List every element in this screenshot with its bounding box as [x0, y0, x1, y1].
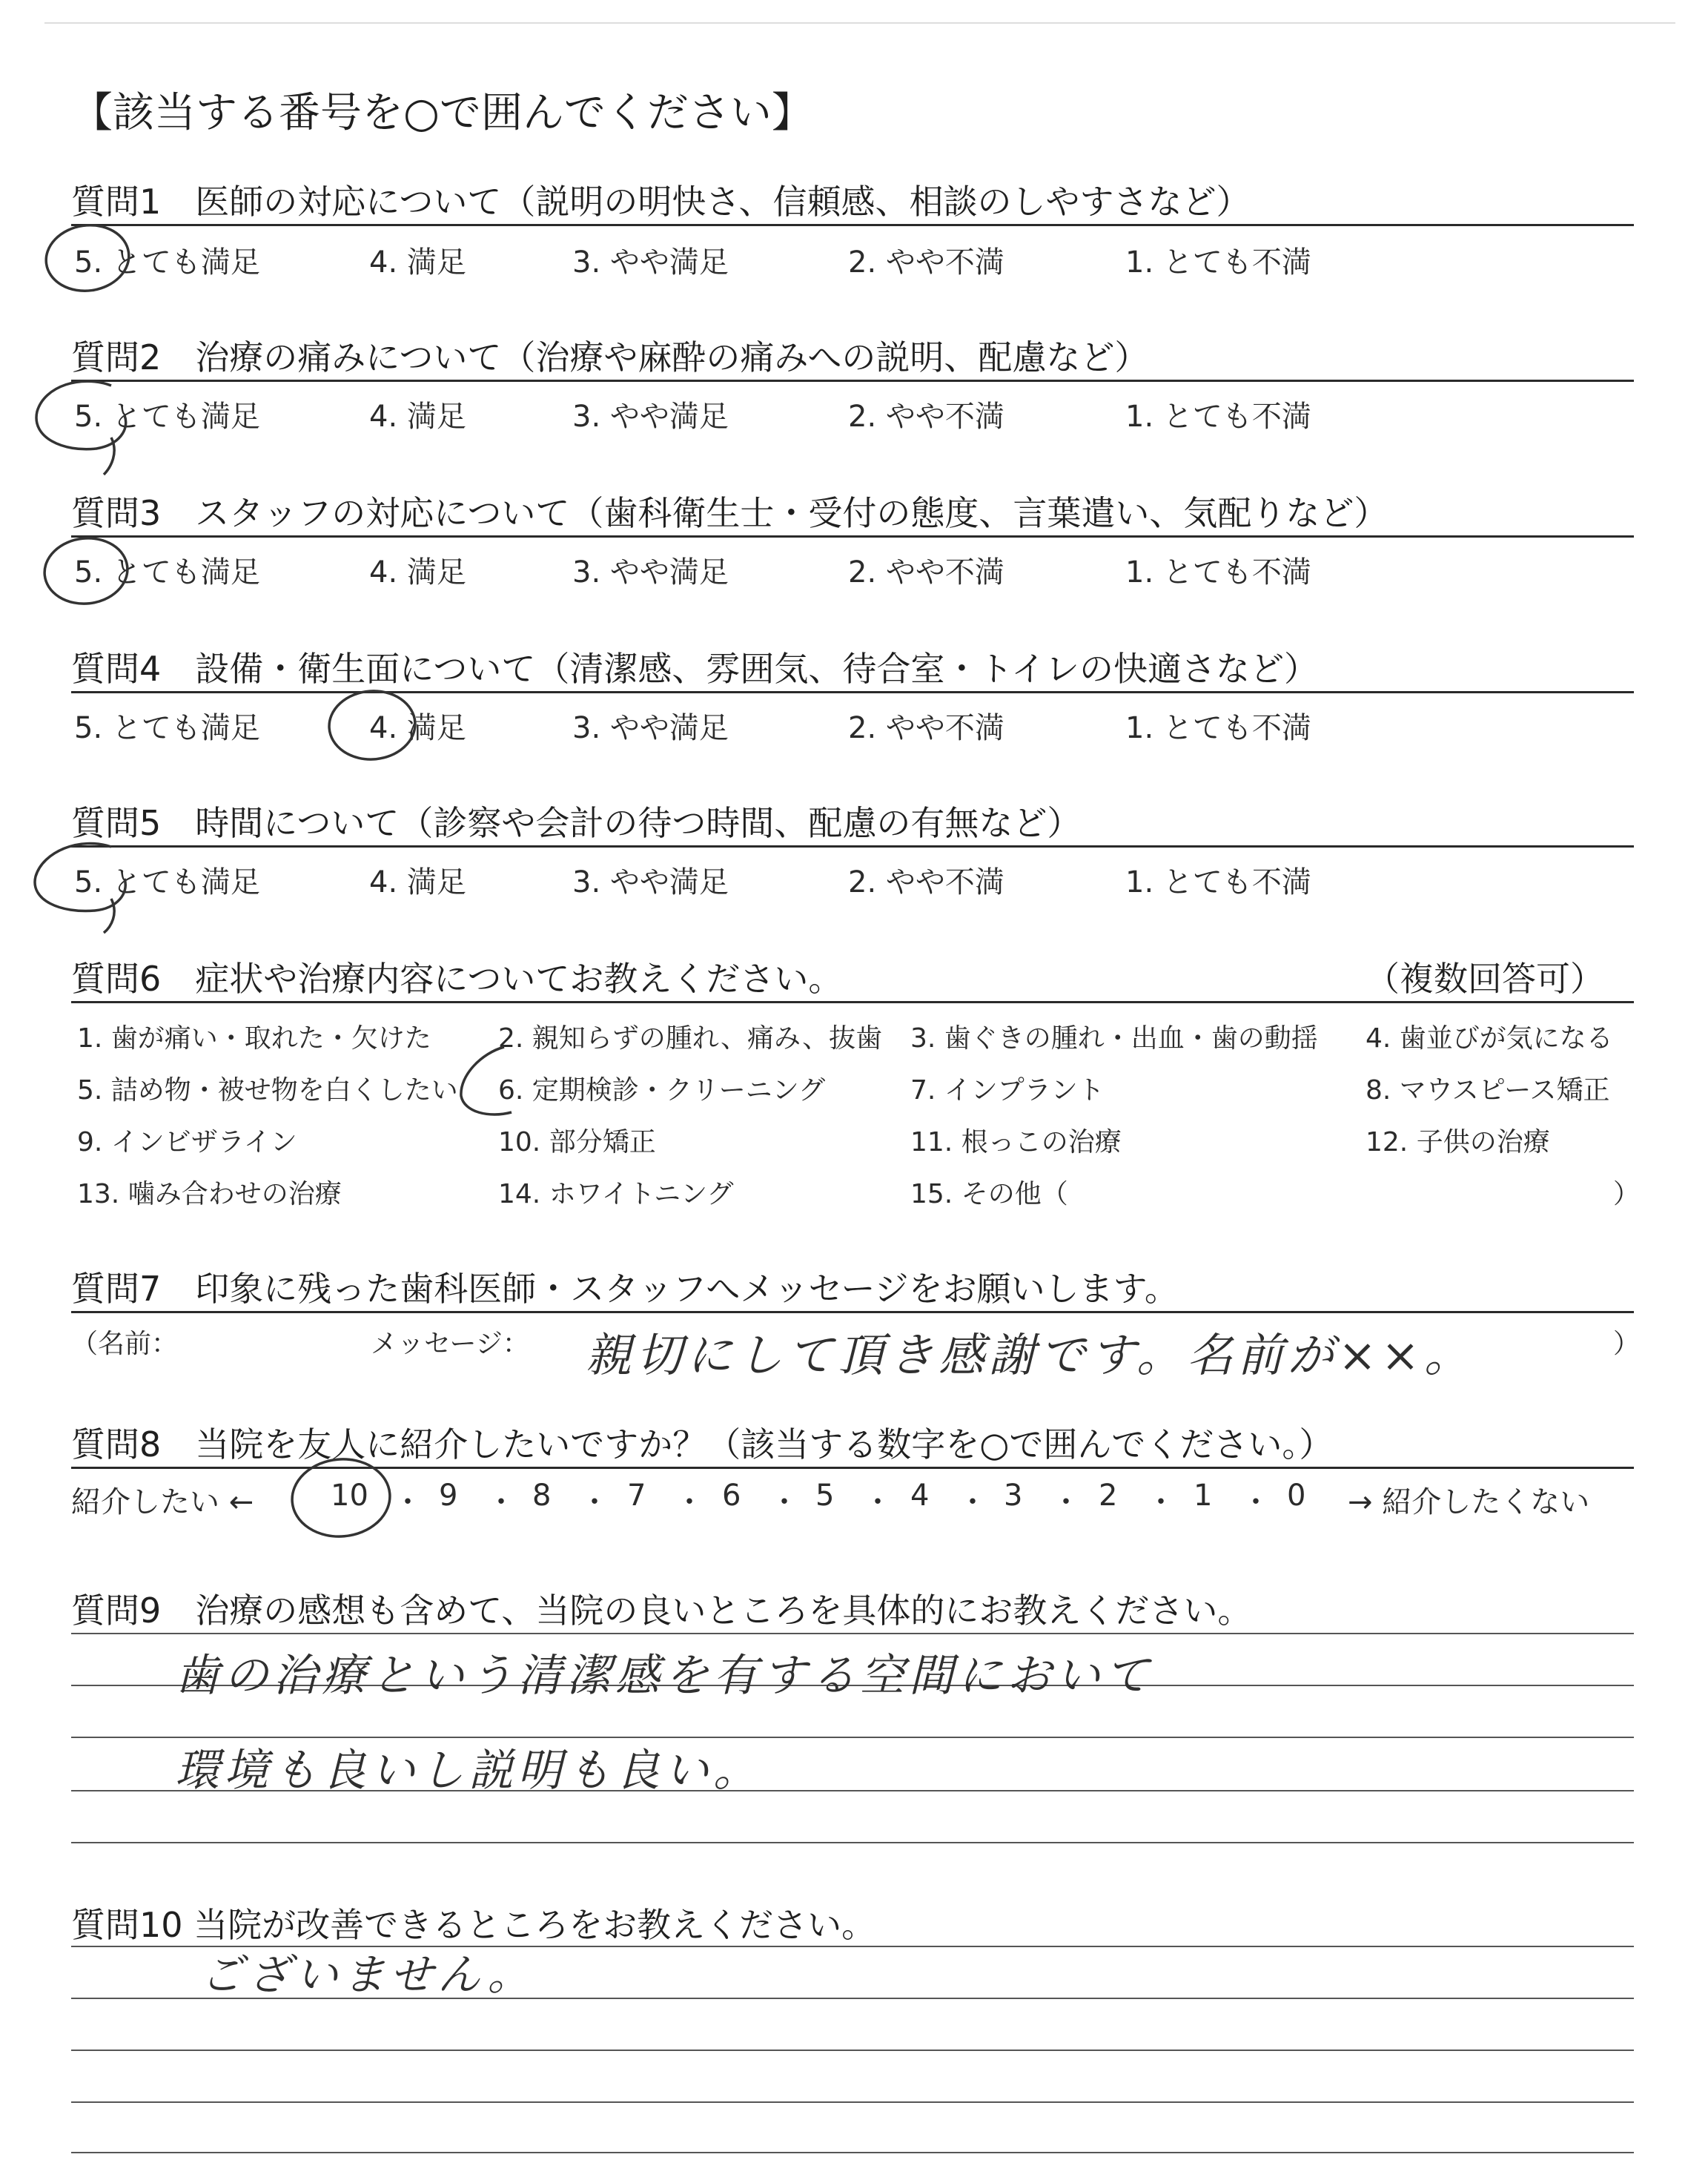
q6-item-8[interactable]: 8. マウスピース矯正 — [1366, 1075, 1610, 1106]
q3-option-4[interactable]: 4. 満足 — [369, 555, 466, 589]
q8-score-4[interactable]: 4 — [910, 1479, 930, 1513]
q6-item-11[interactable]: 11. 根っこの治療 — [910, 1127, 1122, 1157]
q10-line — [71, 2152, 1634, 2153]
q4-option-2[interactable]: 2. やや不満 — [848, 711, 1004, 745]
q2-option-2[interactable]: 2. やや不満 — [848, 400, 1004, 434]
q1-option-4[interactable]: 4. 満足 — [369, 245, 466, 280]
q8-sep: ・ — [580, 1485, 609, 1519]
q8-sep: ・ — [958, 1485, 987, 1519]
q8-left-label: 紹介したい ← — [71, 1485, 254, 1519]
question-8-rule — [71, 1467, 1634, 1469]
q9-line — [71, 1633, 1634, 1634]
question-1-rule — [71, 224, 1634, 226]
q1-option-1[interactable]: 1. とても不満 — [1125, 245, 1311, 280]
q5-option-2[interactable]: 2. やや不満 — [848, 865, 1004, 899]
question-2-rule — [71, 380, 1634, 382]
q2-option-3[interactable]: 3. やや満足 — [572, 400, 729, 434]
q4-option-1[interactable]: 1. とても不満 — [1125, 711, 1311, 745]
q10-handwritten-line-1: ございません。 — [200, 1949, 535, 2000]
question-4-rule — [71, 691, 1634, 693]
q8-sep: ・ — [675, 1485, 704, 1519]
q5-option-5[interactable]: 5. とても満足 — [74, 865, 260, 899]
q5-option-3[interactable]: 3. やや満足 — [572, 865, 729, 899]
q3-option-3[interactable]: 3. やや満足 — [572, 555, 729, 589]
page-title: 【該当する番号を○で囲んでください】 — [71, 89, 813, 137]
q10-line — [71, 2050, 1634, 2051]
question-3-title: 質問3 スタッフの対応について（歯科衛生士・受付の態度、言葉遣い、気配りなど） — [71, 493, 1388, 533]
q6-other-close-paren: ） — [1613, 1179, 1641, 1209]
question-2-title: 質問2 治療の痛みについて（治療や麻酔の痛みへの説明、配慮など） — [71, 337, 1149, 377]
q7-close-paren: ） — [1613, 1329, 1641, 1359]
q4-option-3[interactable]: 3. やや満足 — [572, 711, 729, 745]
q2-option-5[interactable]: 5. とても満足 — [74, 400, 260, 434]
q5-option-4[interactable]: 4. 満足 — [369, 865, 466, 899]
q6-item-1[interactable]: 1. 歯が痛い・取れた・欠けた — [77, 1023, 431, 1054]
q10-line — [71, 2101, 1634, 2103]
q9-handwritten-line-2: 環境も良いし説明も良い。 — [175, 1745, 762, 1797]
q9-handwritten-line-1: 歯の治療という清潔感を有する空間において — [175, 1650, 1153, 1702]
q3-option-5[interactable]: 5. とても満足 — [74, 555, 260, 589]
question-6-title: 質問6 症状や治療内容についてお教えください。 — [71, 959, 843, 999]
q8-score-2[interactable]: 2 — [1099, 1479, 1118, 1513]
q8-right-label: → 紹介したくない — [1348, 1485, 1590, 1519]
q8-score-8[interactable]: 8 — [532, 1479, 552, 1513]
q8-score-3[interactable]: 3 — [1004, 1479, 1023, 1513]
q8-score-6[interactable]: 6 — [722, 1479, 741, 1513]
question-5-rule — [71, 845, 1634, 848]
question-6-note: （複数回答可） — [1366, 959, 1604, 999]
q6-item-6[interactable]: 6. 定期検診・クリーニング — [498, 1075, 826, 1106]
q1-option-3[interactable]: 3. やや満足 — [572, 245, 729, 280]
question-1-title: 質問1 医師の対応について（説明の明快さ、信頼感、相談のしやすさなど） — [71, 182, 1251, 222]
q6-item-3[interactable]: 3. 歯ぐきの腫れ・出血・歯の動揺 — [910, 1023, 1318, 1054]
question-7-title: 質問7 印象に残った歯科医師・スタッフへメッセージをお願いします。 — [71, 1269, 1179, 1309]
q3-option-1[interactable]: 1. とても不満 — [1125, 555, 1311, 589]
q6-item-12[interactable]: 12. 子供の治療 — [1366, 1127, 1550, 1157]
q6-item-15[interactable]: 15. その他（ — [910, 1179, 1068, 1209]
q8-score-5[interactable]: 5 — [815, 1479, 835, 1513]
q8-sep: ・ — [1051, 1485, 1081, 1519]
q7-message-label: メッセージ： — [371, 1329, 529, 1359]
q8-score-10[interactable]: 10 — [331, 1479, 368, 1513]
q6-item-10[interactable]: 10. 部分矯正 — [498, 1127, 656, 1157]
q2-option-4[interactable]: 4. 満足 — [369, 400, 466, 434]
q6-item-9[interactable]: 9. インビザライン — [77, 1127, 297, 1157]
question-5-title: 質問5 時間について（診察や会計の待つ時間、配慮の有無など） — [71, 803, 1082, 843]
q8-score-9[interactable]: 9 — [439, 1479, 458, 1513]
q3-option-2[interactable]: 2. やや不満 — [848, 555, 1004, 589]
q5-option-1[interactable]: 1. とても不満 — [1125, 865, 1311, 899]
q6-item-2[interactable]: 2. 親知らずの腫れ、痛み、抜歯 — [498, 1023, 883, 1054]
top-edge-line — [44, 22, 1675, 24]
question-9-title: 質問9 治療の感想も含めて、当院の良いところを具体的にお教えください。 — [71, 1591, 1252, 1631]
q8-sep: ・ — [863, 1485, 893, 1519]
q8-sep: ・ — [1146, 1485, 1176, 1519]
q6-item-14[interactable]: 14. ホワイトニング — [498, 1179, 734, 1209]
q7-name-label: （名前： — [71, 1329, 179, 1359]
q8-score-7[interactable]: 7 — [627, 1479, 646, 1513]
question-10-title: 質問10 当院が改善できるところをお教えください。 — [71, 1905, 876, 1945]
question-8-title: 質問8 当院を友人に紹介したいですか？（該当する数字を○で囲んでください。） — [71, 1424, 1334, 1464]
q6-item-13[interactable]: 13. 噛み合わせの治療 — [77, 1179, 342, 1209]
q8-sep: ・ — [393, 1485, 423, 1519]
q6-item-4[interactable]: 4. 歯並びが気になる — [1366, 1023, 1613, 1054]
q7-handwritten-message: 親切にして頂き感謝です。名前が××。 — [586, 1328, 1474, 1382]
q8-sep: ・ — [769, 1485, 799, 1519]
question-4-title: 質問4 設備・衛生面について（清潔感、雰囲気、待合室・トイレの快適さなど） — [71, 649, 1319, 689]
q1-option-2[interactable]: 2. やや不満 — [848, 245, 1004, 280]
q9-line — [71, 1842, 1634, 1843]
q4-option-4[interactable]: 4. 満足 — [369, 711, 466, 745]
q6-item-7[interactable]: 7. インプラント — [910, 1075, 1105, 1106]
question-7-rule — [71, 1311, 1634, 1313]
q8-score-0[interactable]: 0 — [1287, 1479, 1306, 1513]
question-3-rule — [71, 535, 1634, 538]
q4-option-5[interactable]: 5. とても満足 — [74, 711, 260, 745]
q2-option-1[interactable]: 1. とても不満 — [1125, 400, 1311, 434]
question-6-rule — [71, 1001, 1634, 1003]
q1-option-5[interactable]: 5. とても満足 — [74, 245, 260, 280]
q6-item-5[interactable]: 5. 詰め物・被せ物を白くしたい — [77, 1075, 458, 1106]
q8-sep: ・ — [486, 1485, 516, 1519]
q8-sep: ・ — [1241, 1485, 1271, 1519]
q8-score-1[interactable]: 1 — [1194, 1479, 1213, 1513]
